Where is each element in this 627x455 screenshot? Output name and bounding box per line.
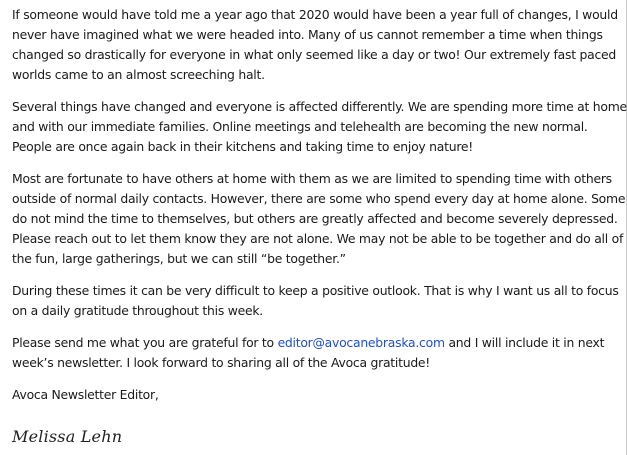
paragraph-new-normal — [12, 97, 627, 157]
text-line: If someone would have told me a year ago that 2020 would have been a year full of changes, I would — [12, 7, 618, 22]
text-line: During these times it can be very difficult to keep a positive outlook. That is why I want us all to focus — [12, 283, 619, 298]
contact-text-after: and I will include it in next — [444, 335, 605, 350]
editor-email-link[interactable]: editor@avocanebraska.com — [277, 335, 445, 350]
text-line: the fun, large gatherings, but we can still “be together.” — [12, 251, 346, 266]
paragraph-gratitude — [12, 281, 624, 321]
paragraph-be-together — [12, 169, 624, 269]
text-line: People are once again back in their kitchens and taking time to enjoy nature! — [12, 139, 473, 154]
paragraph-changes — [12, 5, 624, 85]
text-line: Most are fortunate to have others at home with them as we are limited to spending time with others — [12, 171, 612, 186]
text-line: week’s newsletter. I look forward to sharing all of the Avoca gratitude! — [12, 355, 431, 370]
text-line: never have imagined what we were headed into. Many of us cannot remember a time when things — [12, 27, 603, 42]
text-line: outside of normal daily contacts. However, there are some who spend every day at home alone. Some — [12, 191, 626, 206]
contact-line — [12, 333, 624, 353]
text-line: changed so drastically for everyone in what only seemed like a day or two! Our extremely fast paced — [12, 47, 617, 62]
text-line: Several things have changed and everyone is affected differently. We are spending more time at home — [12, 99, 627, 114]
signature: Melissa Lehn — [12, 427, 123, 446]
letter-body — [12, 5, 627, 405]
text-line: on a daily gratitude throughout this week. — [12, 303, 263, 318]
paragraph-contact — [12, 333, 624, 373]
text-line: do not mind the time to themselves, but others are greatly affected and become severely depressed. — [12, 211, 618, 226]
text-line: and with our immediate families. Online meetings and telehealth are becoming the new normal. — [12, 119, 588, 134]
text-line: worlds came to an almost screeching halt. — [12, 67, 265, 82]
contact-text-before: Please send me what you are grateful for to — [12, 335, 278, 350]
closing-line: Avoca Newsletter Editor, — [12, 387, 159, 402]
text-line: Please reach out to let them know they are not alone. We may not be able to be together and do all of — [12, 231, 624, 246]
